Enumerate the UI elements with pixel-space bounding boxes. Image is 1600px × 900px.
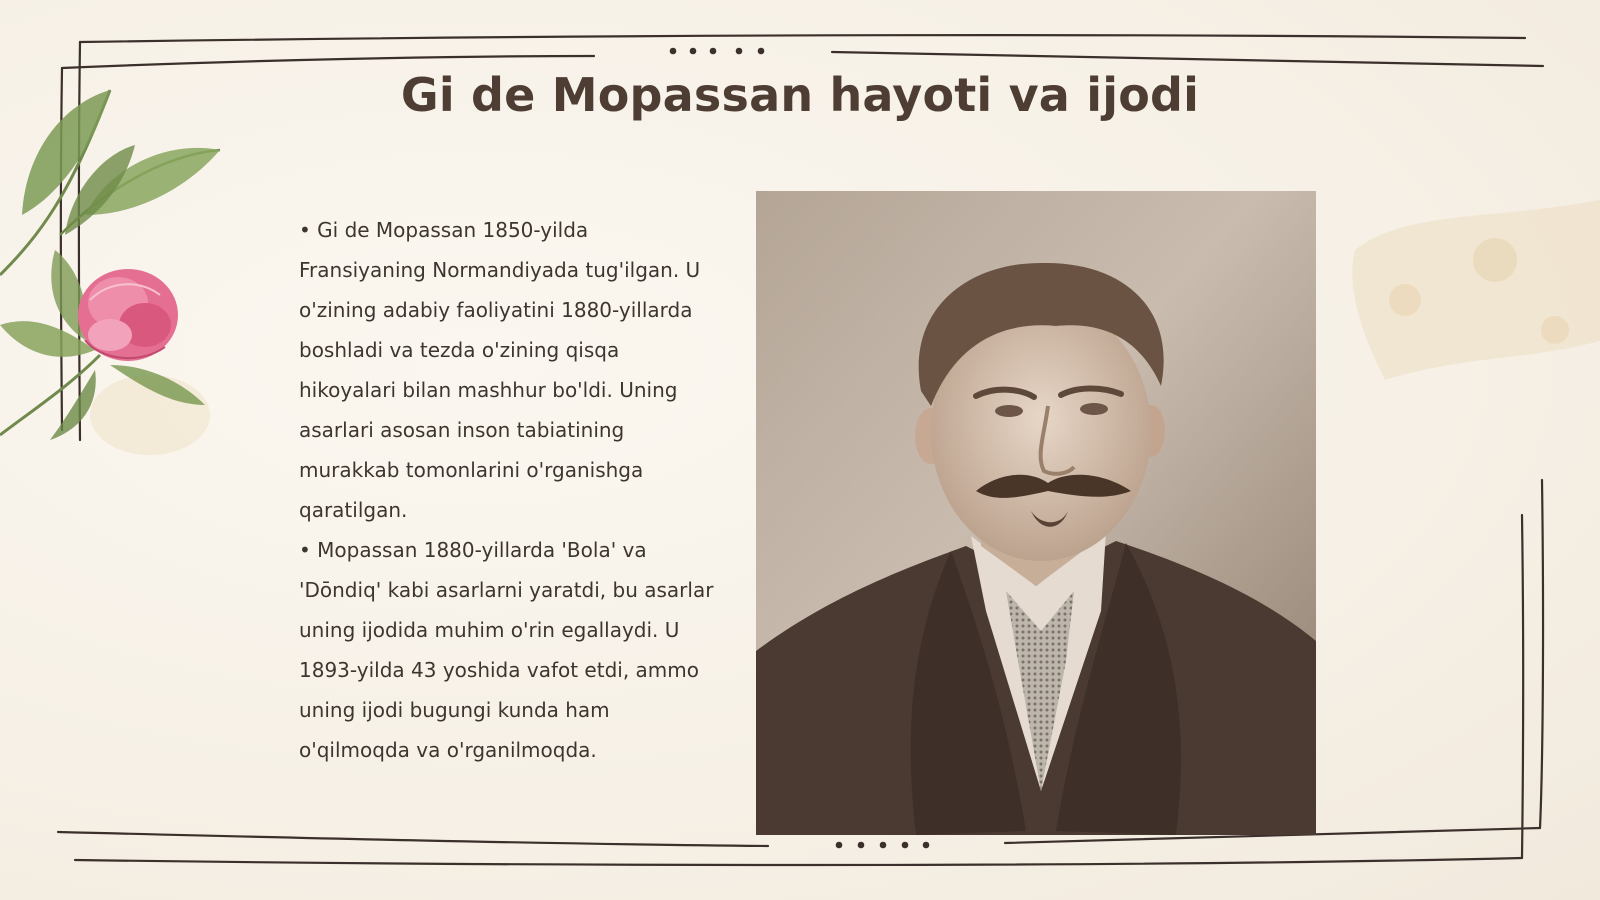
portrait-photo bbox=[756, 191, 1316, 835]
paragraph-2: • Mopassan 1880-yillarda 'Bola' va 'Dōndiq' kabi asarlarni yaratdi, bu asarlar uning ijodida muhim o'rin egallaydi. U 1893-yilda 43 yoshida vafot etdi, ammo uning ijodi bugungi kunda ham o'qilmoqda va o'rganilmoqda. bbox=[299, 538, 714, 762]
body-text bbox=[299, 210, 719, 770]
paper-stain-icon bbox=[1345, 190, 1600, 400]
peony-flower-icon bbox=[0, 85, 230, 465]
page-title: Gi de Mopassan hayoti va ijodi bbox=[400, 68, 1200, 122]
paragraph-1: • Gi de Mopassan 1850-yilda Fransiyaning Normandiyada tug'ilgan. U o'zining adabiy faoliyatini 1880-yillarda boshladi va tezda o'zining qisqa hikoyalari bilan mashhur bo'ldi. Uning asarlari asosan inson tabiatining murakkab tomonlarini o'rganishga qaratilgan. bbox=[299, 218, 701, 522]
